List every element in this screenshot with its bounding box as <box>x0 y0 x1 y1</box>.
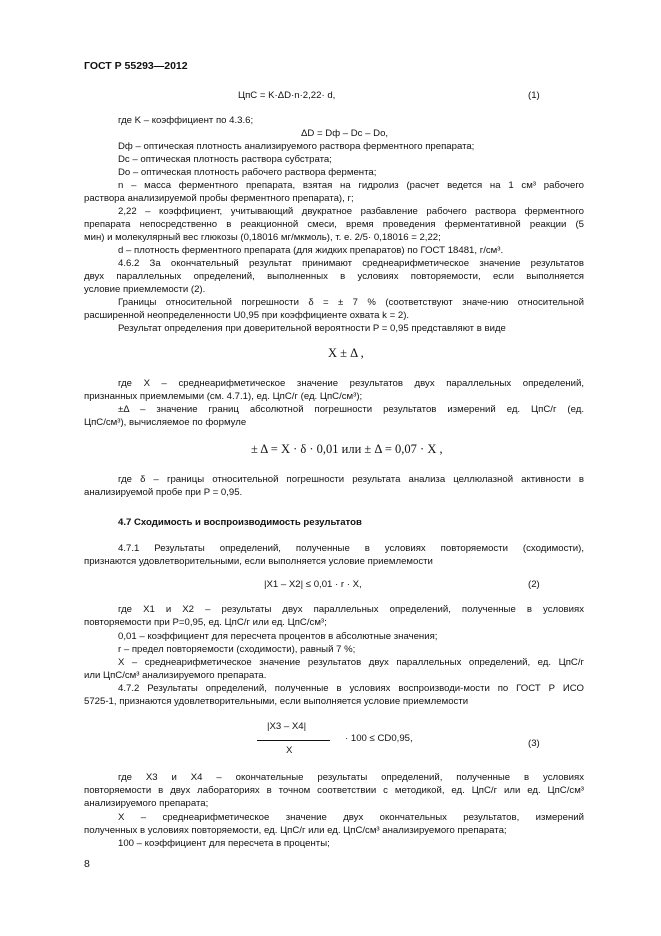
formula-2: |X1 – X2| ≤ 0,01 · r · X, <box>264 579 362 590</box>
formula-1: ЦпС = K·ΔD·n·2,22· d, <box>238 90 336 101</box>
where-x-line-1: где X – среднеарифметическое значение результатов двух параллельных определений, <box>118 378 584 389</box>
x-def-line-2: или ЦпС/см³ анализируемого препарата. <box>84 670 267 681</box>
pm-delta-line-2: ЦпС/см³), вычисляемое по формуле <box>84 417 247 428</box>
n-def-line-2: раствора анализируемой пробы ферментного препарата), г; <box>84 193 354 204</box>
hundred-def-line: 100 – коэффициент для пересчета в проценты; <box>118 838 330 849</box>
x-def2-line-1: X – среднеарифметическое значение двух окончательных результатов, измерений <box>118 812 584 823</box>
p462-line-1: 4.6.2 За окончательный результат принимают среднеарифметическое значение результатов <box>118 258 584 269</box>
formula-3-numerator: |X3 – X4| <box>267 721 307 732</box>
bounds-line-2: расширенной неопределенности U0,95 при коэффициенте охвата k = 2). <box>84 310 410 321</box>
formula-3-right-side: · 100 ≤ CD0,95, <box>345 733 413 744</box>
where-x34-line-3: анализируемого препарата; <box>84 798 209 809</box>
coef-def-line-1: 2,22 – коэффициент, учитывающий двукратное разбавление рабочего раствора ферментного <box>118 206 584 217</box>
formula-3-fraction-bar <box>257 740 330 741</box>
def-d-c: Dс – оптическая плотность раствора субстрата; <box>118 154 332 165</box>
coef-def-line-2: препарата непосредственно в реакционной смеси, время проведения ферментативной реакции (5 <box>84 219 584 230</box>
p472-line-2: 5725-1, признаются удовлетворительными, если выполняется условие приемлемости <box>84 696 469 707</box>
where-delta-line-2: анализируемой пробе при P = 0,95. <box>84 487 243 498</box>
formula-x-pm-delta: X ± Δ , <box>328 346 364 360</box>
where-x34-line-1: где X3 и X4 – окончательные результаты определений, полученные в условиях <box>118 772 584 783</box>
d-def-line: d – плотность ферментного препарата (для жидких препаратов) по ГОСТ 18481, г/см³. <box>118 245 504 256</box>
page-number: 8 <box>84 858 90 870</box>
p471-line-2: признаются удовлетворительными, если выполняется условие приемлемости <box>84 556 433 567</box>
formula-3-denominator: X <box>286 745 293 756</box>
r-def-line: r – предел повторяемости (сходимости), равный 7 %; <box>118 644 356 655</box>
formula-3-number: (3) <box>528 738 540 749</box>
where-x34-line-2: повторяемости в двух лабораториях в точном соответствии с методикой, ед. ЦпС/г или ед. ЦпС/см³ <box>84 785 584 796</box>
pm-delta-line-1: ±Δ – значение границ абсолютной погрешности результатов измерений ед. ЦпС/г (ед. <box>118 404 584 415</box>
formula-2-number: (2) <box>528 579 540 590</box>
where-k-line: где K – коэффициент по 4.3.6; <box>118 115 254 126</box>
formula-1-number: (1) <box>528 90 540 101</box>
document-header: ГОСТ Р 55293—2012 <box>84 60 188 72</box>
section-title: 4.7 Сходимость и воспроизводимость результатов <box>118 517 362 528</box>
where-x12-line-2: повторяемости при P=0,95, ед. ЦпС/г или ед. ЦпС/см³; <box>84 617 327 628</box>
p462-line-2: двух параллельных определений, выполненных в условиях повторяемости, если выполняется <box>84 271 584 282</box>
x-def2-line-2: полученных в условиях повторяемости, ед. ЦпС/г или ед. ЦпС/см³ анализируемого препарата; <box>84 825 507 836</box>
p471-line-1: 4.7.1 Результаты определений, полученные в условиях повторяемости (сходимости), <box>118 543 584 554</box>
where-delta-line-1: где δ – границы относительной погрешности результата анализа целлюлазной активности в <box>118 474 584 485</box>
where-x12-line-1: где X1 и X2 – результаты двух параллельных определений, полученные в условиях <box>118 604 584 615</box>
def-d-o: Dо – оптическая плотность рабочего раствора фермента; <box>118 167 377 178</box>
def-d-phi: Dф – оптическая плотность анализируемого раствора ферментного препарата; <box>118 141 475 152</box>
n-def-line-1: n – масса ферментного препарата, взятая на гидролиз (расчет ведется на 1 см³ рабочего <box>118 180 584 191</box>
bounds-line-1: Границы относительной погрешности δ = ± 7 % (соответствуют значе-нию относительной <box>118 297 584 308</box>
x-def-line-1: X – среднеарифметическое значение результатов двух параллельных определений, ед. ЦпС/г <box>118 657 584 668</box>
formula-pm-delta: ± Δ = X · δ · 0,01 или ± Δ = 0,07 · X , <box>251 442 443 456</box>
where-x-line-2: признанных приемлемыми (см. 4.7.1), ед. ЦпС/г (ед. ЦпС/см³); <box>84 391 363 402</box>
result-line: Результат определения при доверительной вероятности P = 0,95 представляют в виде <box>118 323 506 334</box>
p472-line-1: 4.7.2 Результаты определений, полученные в условиях воспроизводи-мости по ГОСТ Р ИСО <box>118 683 584 694</box>
delta-d-formula: ΔD = Dф – Dс – Dо, <box>301 128 389 139</box>
coef-001-line: 0,01 – коэффициент для пересчета процентов в абсолютные значения; <box>118 631 438 642</box>
p462-line-3: условие приемлемости (2). <box>84 284 206 295</box>
coef-def-line-3: мин) и молекулярный вес глюкозы (0,18016 мг/мкмоль), т. е. 2/5· 0,18016 = 2,22; <box>84 232 441 243</box>
